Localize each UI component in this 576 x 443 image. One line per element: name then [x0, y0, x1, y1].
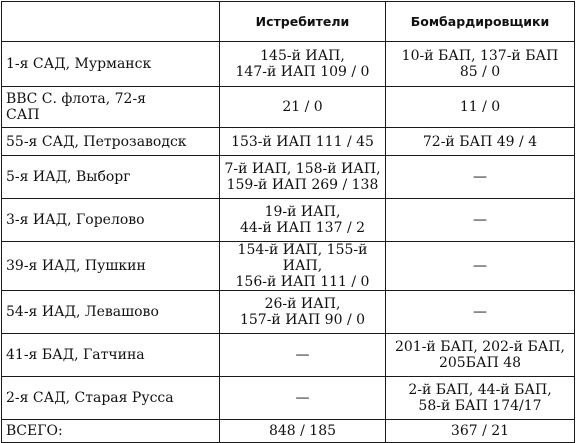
table-row — [2, 291, 575, 334]
bombers-cell: 10-й БАП, 137-й БАП 85 / 0 — [386, 42, 575, 87]
bombers-cell: 201-й БАП, 202-й БАП, 205БАП 48 — [386, 334, 575, 377]
table-header-row — [2, 2, 575, 42]
unit-cell: 5-я ИАД, Выборг — [2, 156, 220, 199]
bombers-cell: 11 / 0 — [386, 87, 575, 128]
unit-cell: ВВС С. флота, 72-я САП — [2, 87, 220, 128]
table-row — [2, 242, 575, 291]
unit-cell: ВСЕГО: — [2, 420, 220, 443]
header-unit — [2, 2, 220, 42]
fighters-cell: 145-й ИАП, 147-й ИАП 109 / 0 — [220, 42, 386, 87]
bombers-cell: 367 / 21 — [386, 420, 575, 443]
fighters-cell: — — [220, 334, 386, 377]
unit-cell: 1-я САД, Мурманск — [2, 42, 220, 87]
table-row — [2, 199, 575, 242]
fighters-cell: — — [220, 377, 386, 420]
bombers-cell: — — [386, 199, 575, 242]
unit-cell: 41-я БАД, Гатчина — [2, 334, 220, 377]
bombers-cell: 72-й БАП 49 / 4 — [386, 128, 575, 156]
table-row — [2, 420, 575, 443]
fighters-cell: 7-й ИАП, 158-й ИАП, 159-й ИАП 269 / 138 — [220, 156, 386, 199]
bombers-cell: 2-й БАП, 44-й БАП, 58-й БАП 174/17 — [386, 377, 575, 420]
fighters-cell: 153-й ИАП 111 / 45 — [220, 128, 386, 156]
table-row — [2, 87, 575, 128]
bombers-cell: — — [386, 242, 575, 291]
aviation-units-table — [1, 1, 575, 443]
table-row — [2, 156, 575, 199]
fighters-cell: 154-й ИАП, 155-й ИАП, 156-й ИАП 111 / 0 — [220, 242, 386, 291]
bombers-cell: — — [386, 291, 575, 334]
fighters-cell: 848 / 185 — [220, 420, 386, 443]
table-row — [2, 42, 575, 87]
table-row — [2, 334, 575, 377]
header-fighters: Истребители — [220, 2, 386, 42]
fighters-cell: 26-й ИАП, 157-й ИАП 90 / 0 — [220, 291, 386, 334]
fighters-cell: 21 / 0 — [220, 87, 386, 128]
unit-cell: 55-я САД, Петрозаводск — [2, 128, 220, 156]
unit-cell: 2-я САД, Старая Русса — [2, 377, 220, 420]
table-row — [2, 377, 575, 420]
unit-cell: 3-я ИАД, Горелово — [2, 199, 220, 242]
bombers-cell: — — [386, 156, 575, 199]
unit-cell: 39-я ИАД, Пушкин — [2, 242, 220, 291]
table-row — [2, 128, 575, 156]
unit-cell: 54-я ИАД, Левашово — [2, 291, 220, 334]
header-bombers: Бомбардировщики — [386, 2, 575, 42]
fighters-cell: 19-й ИАП, 44-й ИАП 137 / 2 — [220, 199, 386, 242]
table-body — [2, 42, 575, 443]
